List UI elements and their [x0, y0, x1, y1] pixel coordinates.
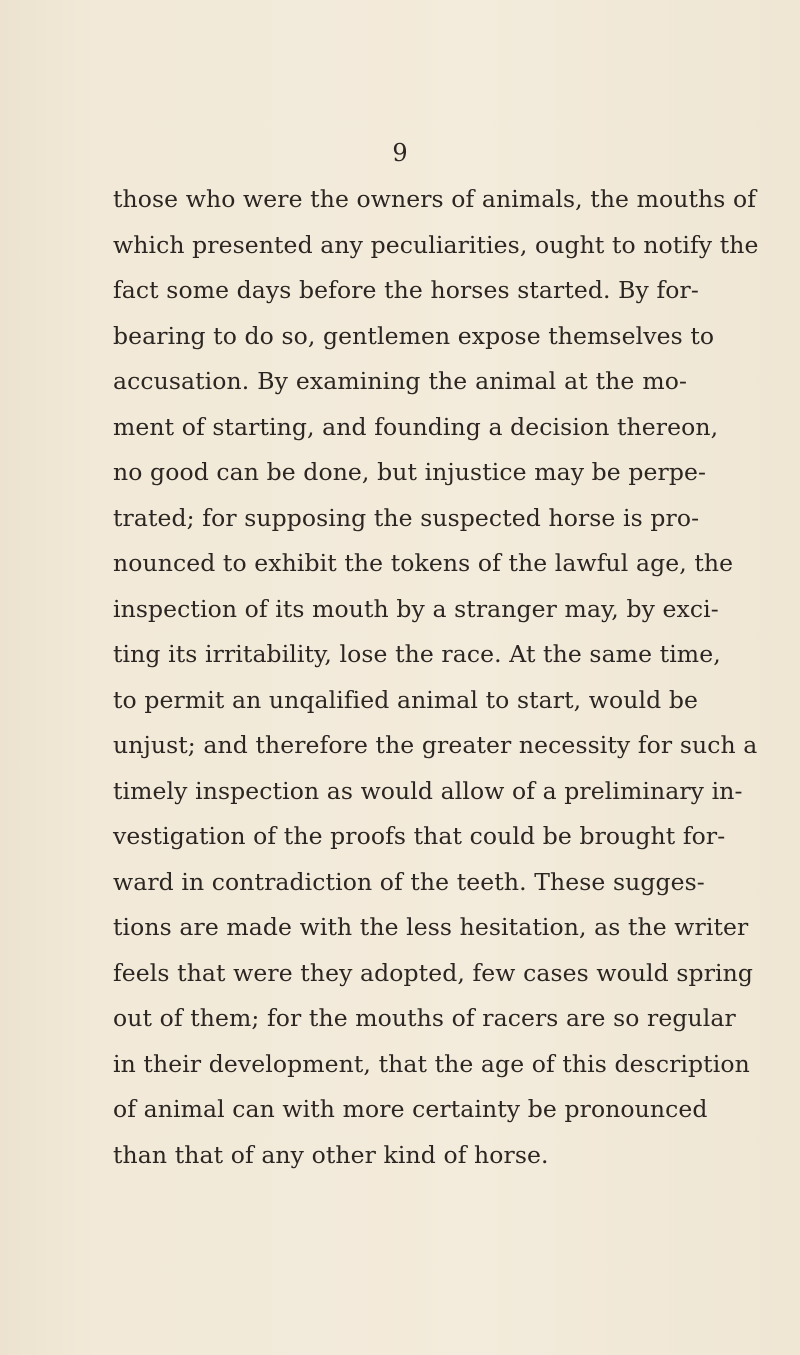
text-line: tions are made with the less hesitation, as the writer — [113, 913, 749, 941]
text-line: ting its irritability, lose the race. At the same time, — [113, 640, 721, 668]
page-number: 9 — [392, 139, 408, 167]
text-line: to permit an unqalified animal to start, would be — [113, 685, 698, 714]
text-line: bearing to do so, gentlemen expose themselves to — [113, 321, 715, 350]
text-line: fact some days before the horses started. By for- — [113, 276, 699, 304]
text-line: out of them; for the mouths of racers are so regular — [113, 1004, 736, 1032]
text-line: ment of starting, and founding a decision thereon, — [113, 412, 719, 441]
text-line: unjust; and therefore the greater necessity for such a — [113, 731, 758, 759]
text-line: trated; for supposing the suspected horse is pro- — [113, 503, 700, 532]
text-line: those who were the owners of animals, the mouths of — [113, 185, 757, 213]
text-line: feels that were they adopted, few cases would spring — [113, 958, 754, 987]
text-line: vestigation of the proofs that could be brought for- — [113, 822, 726, 850]
text-line-last: than that of any other kind of horse. — [113, 1140, 549, 1169]
text-line: in their development, that the age of this description — [113, 1049, 750, 1078]
text-line: ward in contradiction of the teeth. These sugges- — [113, 867, 705, 896]
text-line: nounced to exhibit the tokens of the lawful age, the — [113, 549, 734, 577]
text-line: inspection of its mouth by a stranger may, by exci- — [113, 594, 719, 623]
text-line: timely inspection as would allow of a preliminary in- — [113, 776, 743, 805]
text-line: of animal can with more certainty be pronounced — [113, 1095, 708, 1123]
text-line: accusation. By examining the animal at the mo- — [113, 367, 687, 395]
text-line: no good can be done, but injustice may be perpe- — [113, 458, 707, 486]
text-line: which presented any peculiarities, ought to notify the — [113, 230, 759, 259]
body-paragraph — [113, 177, 759, 1178]
